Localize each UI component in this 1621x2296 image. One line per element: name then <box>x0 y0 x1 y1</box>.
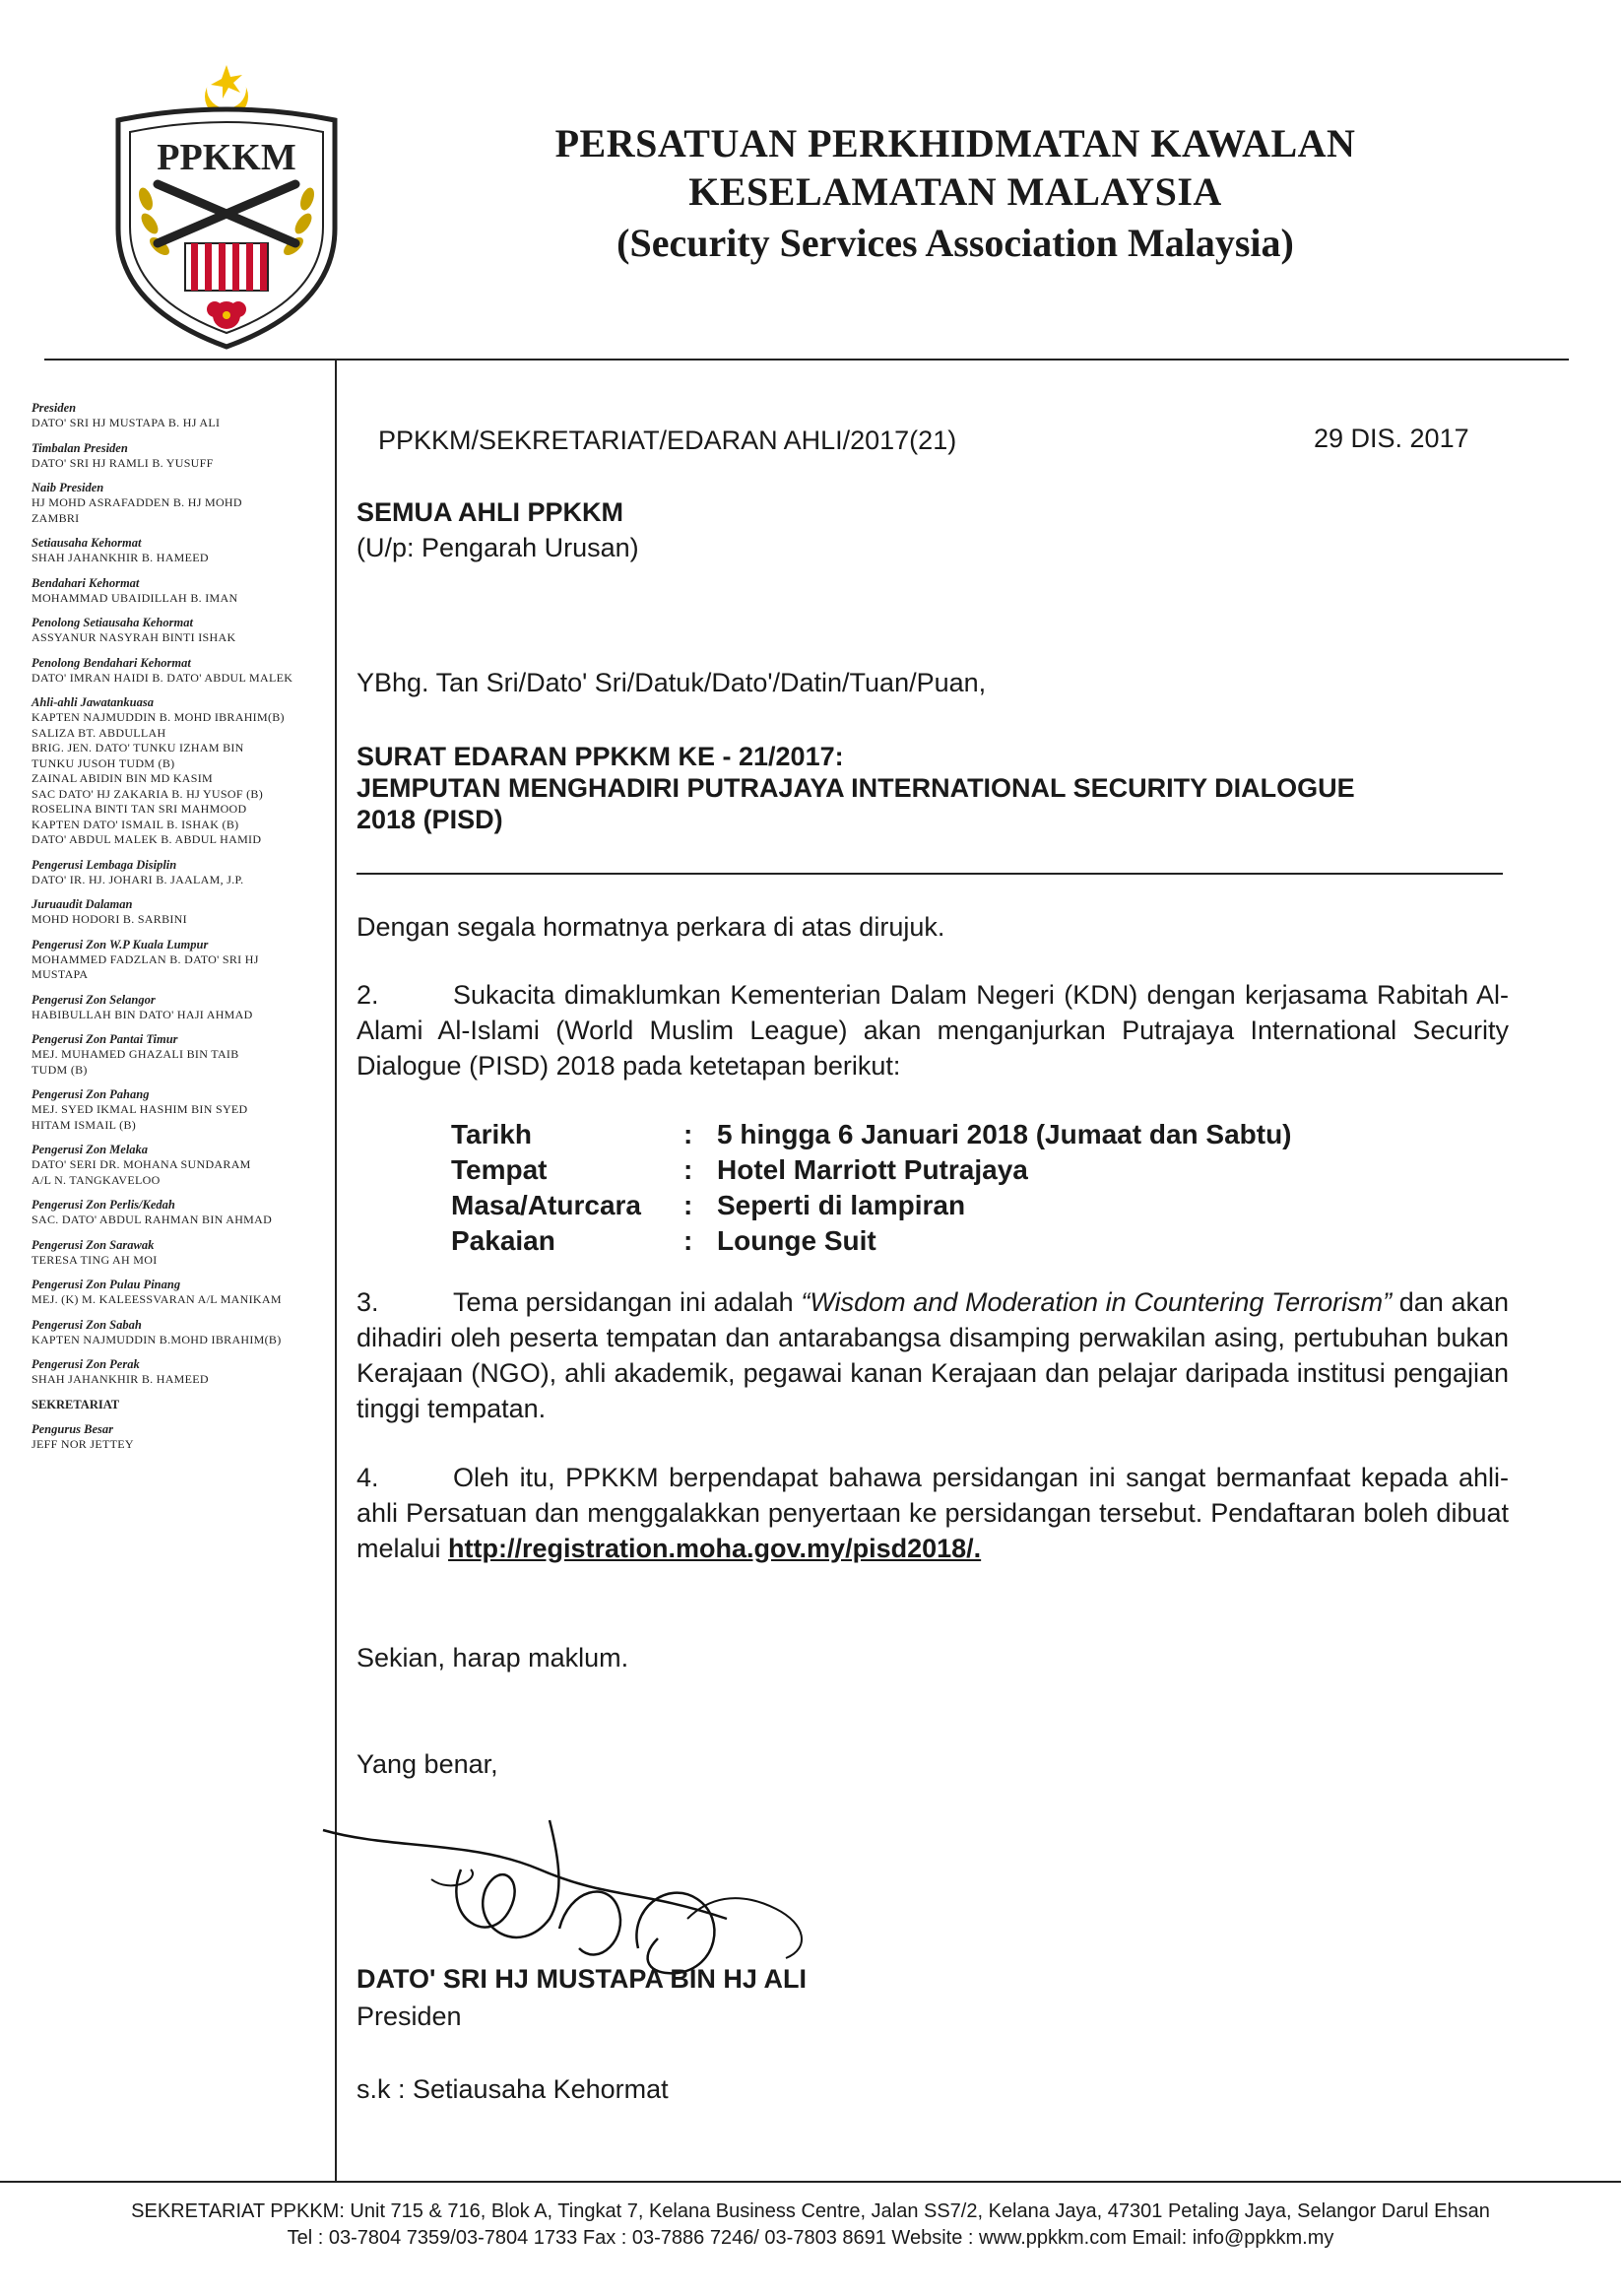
sidebar-role: Juruaudit Dalaman <box>32 897 133 911</box>
sidebar-name: HJ MOHD ASRAFADDEN B. HJ MOHD <box>32 495 242 509</box>
paragraph-number: 2. <box>357 980 379 1010</box>
sidebar-group <box>32 1197 332 1228</box>
sidebar-name: MOHAMMAD UBAIDILLAH B. IMAN <box>32 590 238 605</box>
paragraph-text: Oleh itu, PPKKM berpendapat bahawa persidangan ini sangat bermanfaat kepada ahli-ahli Persatuan dan menggalakkan penyertaan ke persidangan tersebut. Pendaftaran boleh dibuat melalui <box>357 1463 1509 1563</box>
organization-name <box>394 120 1517 270</box>
sidebar-name: TUNKU JUSOH TUDM (B) <box>32 755 175 770</box>
event-detail-row <box>451 1188 1292 1223</box>
sidebar-name: MEJ. MUHAMED GHAZALI BIN TAIB <box>32 1047 239 1061</box>
intro-paragraph: Dengan segala hormatnya perkara di atas dirujuk. <box>357 912 945 942</box>
sidebar-name: SHAH JAHANKHIR B. HAMEED <box>32 551 209 564</box>
sidebar-group <box>32 937 332 983</box>
event-detail-separator: : <box>683 1225 693 1256</box>
event-detail-value: Lounge Suit <box>717 1225 876 1256</box>
sidebar-name: MEJ. SYED IKMAL HASHIM BIN SYED <box>32 1102 248 1116</box>
sidebar-name: DATO' SERI DR. MOHANA SUNDARAM <box>32 1157 251 1171</box>
sidebar-name: KAPTEN NAJMUDDIN B.MOHD IBRAHIM(B) <box>32 1332 282 1346</box>
sidebar-name: DATO' SRI HJ RAMLI B. YUSUFF <box>32 455 214 470</box>
event-detail-separator: : <box>683 1119 693 1149</box>
event-detail-separator: : <box>683 1190 693 1220</box>
sidebar-group <box>32 694 332 848</box>
salutation: YBhg. Tan Sri/Dato' Sri/Datuk/Dato'/Datin/Tuan/Puan, <box>357 668 987 697</box>
sidebar-name: ZAMBRI <box>32 510 80 525</box>
paragraph-number: 3. <box>357 1287 379 1317</box>
sidebar-name: JEFF NOR JETTEY <box>32 1436 134 1451</box>
sidebar-group <box>32 1031 332 1078</box>
sidebar-group <box>32 1086 332 1133</box>
sidebar-name: HABIBULLAH BIN DATO' HAJI AHMAD <box>32 1007 253 1021</box>
sidebar-name: DATO' IMRAN HAIDI B. DATO' ABDUL MALEK <box>32 670 293 685</box>
registration-link[interactable]: http://registration.moha.gov.my/pisd2018/. <box>448 1534 982 1563</box>
sidebar-name: BRIG. JEN. DATO' TUNKU IZHAM BIN <box>32 741 244 754</box>
carbon-copy: s.k : Setiausaha Kehormat <box>357 2074 669 2104</box>
subject-underline <box>357 873 1503 875</box>
sidebar-role: Pengerusi Zon W.P Kuala Lumpur <box>32 937 209 951</box>
logo-text: PPKKM <box>157 137 296 178</box>
event-detail-separator: : <box>683 1154 693 1185</box>
org-name-line1: PERSATUAN PERKHIDMATAN KAWALAN <box>554 121 1356 165</box>
event-detail-value: Seperti di lampiran <box>717 1190 966 1220</box>
sidebar-role: Pengerusi Zon Selangor <box>32 992 156 1007</box>
sidebar-group <box>32 1317 332 1348</box>
sidebar-group <box>32 440 332 472</box>
header-divider <box>44 359 1569 361</box>
sidebar-name: ROSELINA BINTI TAN SRI MAHMOOD <box>32 802 247 816</box>
event-detail-value: 5 hingga 6 Januari 2018 (Jumaat dan Sabtu) <box>717 1119 1292 1149</box>
sidebar-role: Bendahari Kehormat <box>32 575 140 590</box>
sidebar-role: Pengurus Besar <box>32 1421 114 1436</box>
sidebar-group <box>32 615 332 646</box>
sidebar-name: KAPTEN NAJMUDDIN B. MOHD IBRAHIM(B) <box>32 710 285 724</box>
footer-address <box>0 2198 1621 2252</box>
sidebar-role: Pengerusi Zon Sarawak <box>32 1237 155 1252</box>
sidebar-name: SAC. DATO' ABDUL RAHMAN BIN AHMAD <box>32 1213 273 1226</box>
paragraph-text: Sukacita dimaklumkan Kementerian Dalam Negeri (KDN) dengan kerjasama Rabitah Al-Alami Al-Islami (World Muslim League) akan menganjurkan Putrajaya International Security Dialogue (PISD) 2018 pada ketetapan berikut: <box>357 980 1509 1081</box>
closing-remark: Sekian, harap maklum. <box>357 1643 629 1673</box>
sidebar-group <box>32 896 332 928</box>
event-detail-row <box>451 1223 1292 1259</box>
reference-number: PPKKM/SEKRETARIAT/EDARAN AHLI/2017(21) <box>378 426 957 455</box>
sidebar-name: MOHD HODORI B. SARBINI <box>32 912 187 926</box>
paragraph-3 <box>357 1284 1509 1426</box>
sidebar-role: Pengerusi Zon Melaka <box>32 1143 149 1156</box>
sidebar-group <box>32 1277 332 1308</box>
paragraph-number: 4. <box>357 1463 379 1492</box>
sidebar-name: SHAH JAHANKHIR B. HAMEED <box>32 1372 209 1386</box>
paragraph-4 <box>357 1460 1509 1566</box>
sidebar-name: A/L N. TANGKAVELOO <box>32 1172 161 1187</box>
sidebar-group <box>32 857 332 888</box>
recipient-block <box>357 494 639 565</box>
subject-line3: 2018 (PISD) <box>357 805 503 834</box>
signer-title: Presiden <box>357 2001 462 2031</box>
sidebar-role: Pengerusi Zon Pulau Pinang <box>32 1278 181 1291</box>
sidebar-role: Pengerusi Zon Sabah <box>32 1317 142 1332</box>
sidebar-name: DATO' IR. HJ. JOHARI B. JAALAM, J.P. <box>32 872 244 886</box>
sidebar-group <box>32 655 332 687</box>
org-name-line2: KESELAMATAN MALAYSIA <box>688 169 1222 214</box>
event-details <box>451 1117 1292 1259</box>
sidebar-role: Ahli-ahli Jawatankuasa <box>32 695 154 709</box>
letter-date: 29 DIS. 2017 <box>1314 424 1469 453</box>
sidebar-name: SAC DATO' HJ ZAKARIA B. HJ YUSOF (B) <box>32 786 263 801</box>
paragraph-text: Tema persidangan ini adalah <box>453 1287 802 1317</box>
recipient-line1: SEMUA AHLI PPKKM <box>357 497 624 527</box>
event-detail-label: Pakaian <box>451 1225 555 1256</box>
ppkkm-logo <box>98 61 355 357</box>
event-detail-row <box>451 1117 1292 1152</box>
sidebar-name: KAPTEN DATO' ISMAIL B. ISHAK (B) <box>32 817 239 831</box>
sidebar-role: Naib Presiden <box>32 481 104 494</box>
sidebar-name: HITAM ISMAIL (B) <box>32 1117 137 1132</box>
sidebar-role: Pengerusi Zon Perak <box>32 1357 140 1371</box>
sidebar-group <box>32 1142 332 1188</box>
sidebar-role: Pengerusi Zon Pahang <box>32 1087 150 1101</box>
sidebar-name: ZAINAL ABIDIN BIN MD KASIM <box>32 771 214 785</box>
signer-name: DATO' SRI HJ MUSTAPA BIN HJ ALI <box>357 1964 807 1994</box>
org-name-english: (Security Services Association Malaysia) <box>616 221 1294 265</box>
sidebar-role: Pengerusi Zon Pantai Timur <box>32 1032 178 1046</box>
sidebar-secretariat-heading: SEKRETARIAT <box>32 1397 120 1411</box>
recipient-line2: (U/p: Pengarah Urusan) <box>357 533 639 562</box>
sidebar-role: Penolong Bendahari Kehormat <box>32 655 191 670</box>
sidebar-group <box>32 1356 332 1388</box>
sidebar-role: Timbalan Presiden <box>32 440 128 455</box>
committee-sidebar <box>32 400 332 1461</box>
conference-theme: “Wisdom and Moderation in Countering Terrorism” <box>801 1287 1393 1317</box>
sidebar-group <box>32 1237 332 1269</box>
event-detail-value: Hotel Marriott Putrajaya <box>717 1154 1028 1185</box>
subject-line1: SURAT EDARAN PPKKM KE - 21/2017: <box>357 742 844 771</box>
sidebar-name: ASSYANUR NASYRAH BINTI ISHAK <box>32 630 236 644</box>
sidebar-group <box>32 400 332 431</box>
event-detail-row <box>451 1152 1292 1188</box>
sidebar-role: Setiausaha Kehormat <box>32 536 142 550</box>
sidebar-role: Pengerusi Lembaga Disiplin <box>32 857 177 872</box>
sidebar-group <box>32 480 332 526</box>
paragraph-text: dan akan dihadiri oleh peserta tempatan dan antarabangsa disamping perwakilan asing, pertubuhan bukan Kerajaan (NGO), ahli akademik, pegawai kanan Kerajaan dan pelajar daripada institusi pengajian tinggi tempatan. <box>357 1287 1509 1423</box>
sidebar-group <box>32 535 332 566</box>
footer-divider <box>0 2181 1621 2183</box>
sidebar-group <box>32 992 332 1023</box>
sidebar-name: MOHAMMED FADZLAN B. DATO' SRI HJ <box>32 951 259 966</box>
event-detail-label: Masa/Aturcara <box>451 1190 641 1220</box>
sidebar-name: DATO' ABDUL MALEK B. ABDUL HAMID <box>32 832 262 846</box>
subject-line2: JEMPUTAN MENGHADIRI PUTRAJAYA INTERNATIONAL SECURITY DIALOGUE <box>357 773 1355 803</box>
sidebar-name: MEJ. (K) M. KALEESSVARAN A/L MANIKAM <box>32 1292 282 1306</box>
event-detail-label: Tarikh <box>451 1119 532 1149</box>
paragraph-2 <box>357 977 1509 1083</box>
sidebar-role: Presiden <box>32 401 77 415</box>
sidebar-role: Penolong Setiausaha Kehormat <box>32 616 193 629</box>
event-detail-label: Tempat <box>451 1154 548 1185</box>
footer-line1: SEKRETARIAT PPKKM: Unit 715 & 716, Blok A, Tingkat 7, Kelana Business Centre, Jalan SS7/2, Kelana Jaya, 47301 Petaling Jaya, Selangor Darul Ehsan <box>131 2200 1490 2222</box>
sidebar-group <box>32 575 332 607</box>
sidebar-name: TUDM (B) <box>32 1062 88 1077</box>
sidebar-name: MUSTAPA <box>32 967 89 981</box>
stripes-icon <box>185 243 268 291</box>
sidebar-name: DATO' SRI HJ MUSTAPA B. HJ ALI <box>32 416 221 429</box>
footer-line2: Tel : 03-7804 7359/03-7804 1733 Fax : 03-7886 7246/ 03-7803 8691 Website : www.ppkkm.com Email: info@ppkkm.my <box>287 2227 1334 2249</box>
sidebar-name: TERESA TING AH MOI <box>32 1252 158 1267</box>
sidebar-name: SALIZA BT. ABDULLAH <box>32 725 166 740</box>
sidebar-role: Pengerusi Zon Perlis/Kedah <box>32 1198 175 1212</box>
subject-block <box>357 741 1355 835</box>
closing-valediction: Yang benar, <box>357 1749 498 1779</box>
